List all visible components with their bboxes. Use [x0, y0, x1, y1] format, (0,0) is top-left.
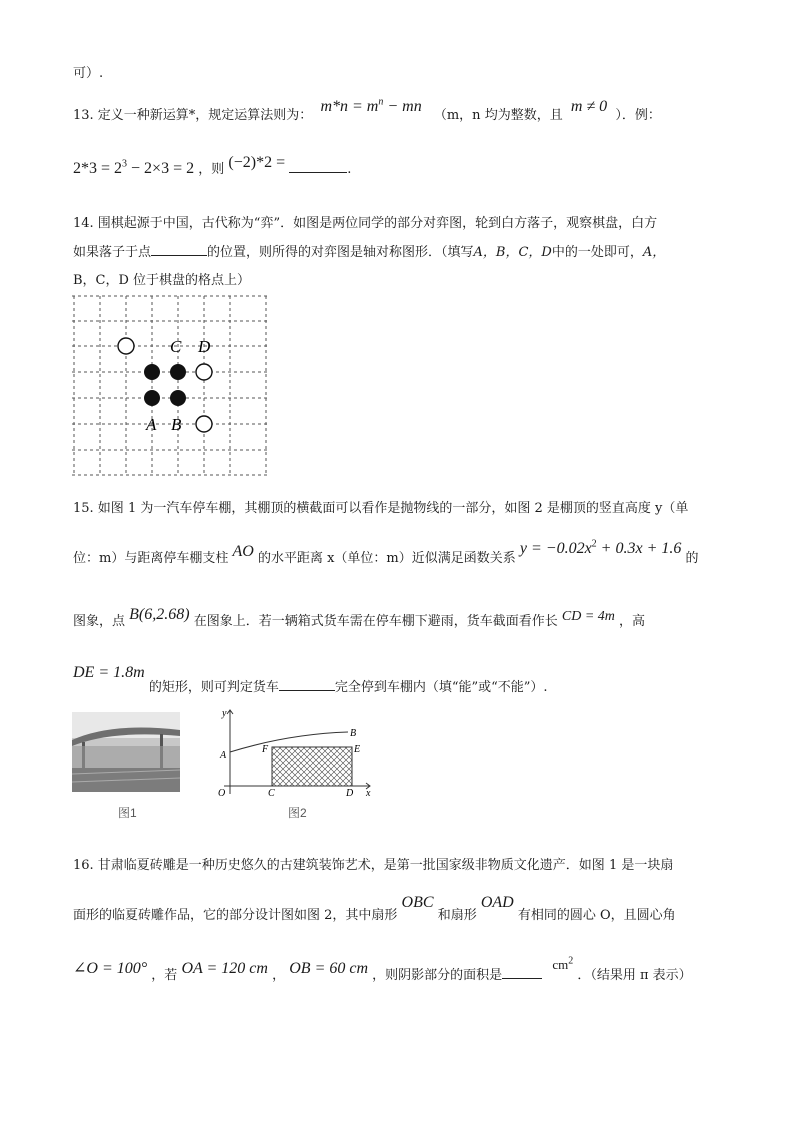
q15-line3-c: ，高: [619, 614, 646, 629]
q13-then: ，则: [198, 162, 225, 177]
black-stone: [144, 364, 160, 380]
go-board-figure: [72, 294, 272, 478]
q13-formula-exp: n: [378, 96, 384, 108]
q14-answer-blank[interactable]: [151, 255, 207, 256]
q15-line1: 15. 如图 1 为一汽车停车棚，其棚顶的横截面可以看作是抛物线的一部分，如图 2 是棚顶的竖直高度 y（单: [73, 501, 689, 516]
q15-line4: [73, 664, 548, 696]
label-O: O: [218, 788, 226, 798]
q16-line2: [73, 894, 676, 924]
q14-line2-b: 的位置，则所得的对弈图是轴对称图形．（填写: [207, 245, 474, 260]
q15-line2: [73, 538, 699, 567]
label-E: E: [354, 744, 361, 755]
q16-line2-a: 面形的临夏砖雕作品，它的部分设计图如图 2，其中扇形: [73, 908, 398, 923]
q13-formula-base: m*n = m: [320, 98, 379, 115]
q13-example-base: 2*3 = 2: [73, 160, 123, 177]
q14-line2: [73, 241, 665, 260]
q16-line2-c: 有相同的圆心 O，且圆心角: [517, 908, 676, 923]
q15-line3-b: 在图象上．若一辆箱式货车需在停车棚下避雨，货车截面看作长: [193, 614, 558, 629]
black-stone: [170, 390, 186, 406]
q15-func-base: y = −0.02x: [519, 540, 592, 557]
q16-line3-c: ．（结果用 π 表示）: [577, 968, 692, 983]
q16-unit: [552, 957, 573, 972]
q14-line2-e: A，: [642, 245, 666, 260]
q13-condition: m ≠ 0: [570, 98, 608, 115]
white-stone: [118, 338, 134, 354]
q16-comma: ，: [272, 968, 286, 983]
q13-example-exp: 3: [122, 158, 128, 170]
q13-line2: [73, 154, 352, 178]
q13-condition-lead: （m，n 均为整数，且: [433, 108, 563, 123]
q15-line2-a: 位：m）与距离停车棚支柱: [73, 551, 229, 566]
q15-cd: CD = 4m: [561, 609, 615, 624]
q16-ob: OB = 60 cm: [289, 960, 369, 977]
q15-line4-b: 完全停到车棚内（填“能”或“不能”）.: [334, 680, 548, 695]
black-stone: [144, 390, 160, 406]
white-stone: [196, 364, 212, 380]
truck-rectangle: [272, 747, 352, 786]
q14-line3: B，C，D 位于棋盘的格点上）: [73, 273, 251, 288]
q13-example-rest: − 2×3 = 2: [127, 160, 195, 177]
q15-func-rest: + 0.3x + 1.6: [596, 540, 682, 557]
carport-photo: [72, 712, 180, 792]
q16-angle: ∠O = 100°: [73, 960, 148, 977]
q16-line3-b: ，则阴影部分的面积是: [372, 968, 503, 983]
label-C: C: [268, 788, 275, 798]
q16-line1: 16. 甘肃临夏砖雕是一种历史悠久的古建筑装饰艺术，是第一批国家级非物质文化遗产．如图 1 是一块扇: [73, 858, 674, 873]
q14-line2-a: 如果落子于点: [73, 245, 152, 260]
q13-formula: [320, 98, 421, 115]
q16-unit-base: cm: [552, 957, 569, 972]
q15-line2-b: 的水平距离 x（单位：m）近似满足函数关系: [257, 551, 516, 566]
label-D: D: [198, 337, 211, 356]
q16-oad: OAD: [480, 894, 514, 911]
black-stone: [170, 364, 186, 380]
q13-answer-blank[interactable]: [289, 172, 347, 173]
white-stone: [196, 416, 212, 432]
q14-line2-c: A，B，C，D: [473, 245, 552, 260]
q15-ao: AO: [232, 543, 254, 560]
fig2-caption: 图2: [288, 806, 307, 820]
q13-question: (−2)*2 =: [228, 154, 286, 171]
parabola-graph: [208, 706, 376, 798]
q15-function: [520, 540, 682, 557]
q15-line4-a: 的矩形，则可判定货车: [148, 680, 279, 695]
label-A: A: [220, 750, 227, 761]
q16-obc: OBC: [401, 894, 434, 911]
q14-line1: 14. 围棋起源于中国，古代称为“弈”．如图是两位同学的部分对弈图，轮到白方落子，观察棋盘，白方: [73, 216, 658, 231]
q15-answer-blank[interactable]: [279, 690, 335, 691]
label-B: B: [350, 728, 357, 739]
label-D: D: [346, 788, 354, 798]
q15-line3: [73, 606, 646, 630]
q15-de: DE = 1.8m: [73, 664, 145, 681]
label-C: C: [170, 337, 182, 356]
label-y: y: [222, 708, 227, 719]
q14-line2-d: 中的一处即可，: [551, 245, 643, 260]
q15-func-exp: 2: [591, 538, 597, 550]
q13-formula-rest: − mn: [383, 98, 422, 115]
label-A: A: [146, 415, 157, 434]
label-B: B: [171, 415, 182, 434]
q16-answer-blank[interactable]: [502, 978, 542, 979]
q15-point: B(6,2.68): [129, 606, 190, 623]
q13-end: .: [347, 162, 352, 177]
q16-line3-a: ，若: [151, 968, 178, 983]
q13-line1: [73, 96, 661, 124]
q13-intro: 13. 定义一种新运算*，规定运算法则为：: [73, 108, 313, 123]
q13-example-lead: ）．例：: [615, 108, 661, 123]
q16-unit-exp: 2: [568, 955, 574, 967]
q16-oa: OA = 120 cm: [181, 960, 268, 977]
label-F: F: [262, 744, 269, 755]
q16-line3: [73, 955, 692, 984]
q15-line2-c: 的: [685, 551, 699, 566]
q15-line3-a: 图象，点: [73, 614, 126, 629]
fig1-caption: 图1: [118, 806, 137, 820]
go-board-grid: [72, 296, 268, 475]
label-x: x: [366, 788, 371, 798]
q16-line2-b: 和扇形: [437, 908, 477, 923]
q12-tail: 可）.: [73, 66, 104, 81]
q13-example: [73, 160, 194, 177]
